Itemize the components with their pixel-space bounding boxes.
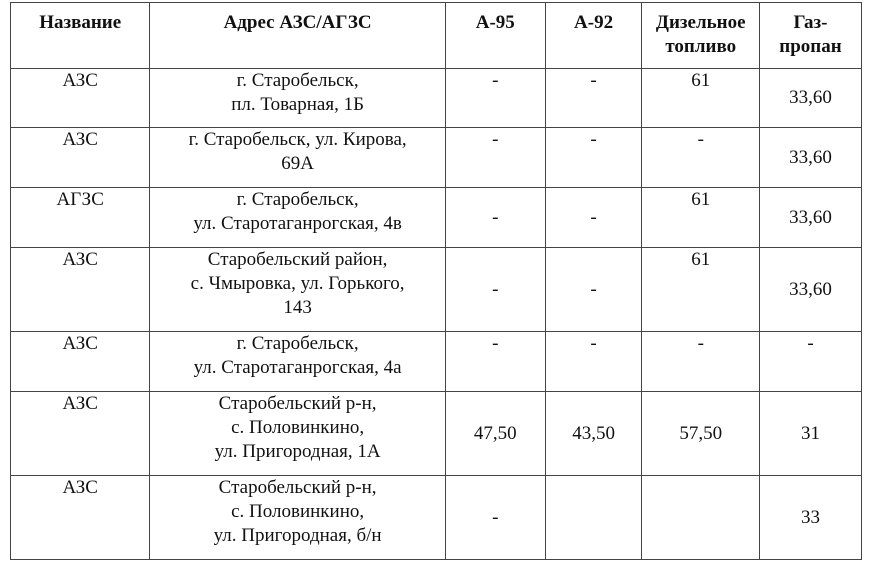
address-line: ул. Пригородная, 1А	[214, 441, 381, 462]
header-a95: А-95	[445, 3, 545, 69]
address-line: г. Старобельск,	[236, 189, 359, 210]
price-gas: 33,60	[760, 69, 862, 128]
address-line: Старобельский район,	[207, 249, 388, 270]
station-address	[150, 188, 445, 248]
table-row	[11, 128, 862, 188]
price-diesel: 57,50	[642, 392, 760, 476]
price-a95: -	[445, 332, 545, 392]
price-a92: -	[545, 128, 642, 188]
address-line: Старобельский р-н,	[218, 477, 377, 498]
station-address	[150, 128, 445, 188]
address-line: Старобельский р-н,	[218, 393, 377, 414]
station-name: АГЗС	[11, 188, 150, 248]
table-row	[11, 476, 862, 560]
price-a95: -	[445, 248, 545, 332]
price-a92: -	[545, 188, 642, 248]
station-address	[150, 392, 445, 476]
price-a92: -	[545, 69, 642, 128]
price-a95: -	[445, 188, 545, 248]
header-gas	[760, 3, 862, 69]
address-line: ул. Старотаганрогская, 4а	[193, 357, 402, 378]
address-line: г. Старобельск,	[236, 333, 359, 354]
table-row	[11, 392, 862, 476]
table-row	[11, 332, 862, 392]
station-name: АЗС	[11, 332, 150, 392]
header-address: Адрес АЗС/АГЗС	[150, 3, 445, 69]
address-line: г. Старобельск,	[236, 70, 359, 91]
price-gas: 33,60	[760, 188, 862, 248]
table-row	[11, 69, 862, 128]
station-name: АЗС	[11, 392, 150, 476]
station-address	[150, 69, 445, 128]
station-address	[150, 332, 445, 392]
address-line: с. Половинкино,	[231, 501, 365, 522]
station-name: АЗС	[11, 69, 150, 128]
price-diesel: -	[642, 128, 760, 188]
price-a95: -	[445, 476, 545, 560]
address-line: г. Старобельск, ул. Кирова,	[188, 129, 407, 150]
address-line: пл. Товарная, 1Б	[231, 94, 364, 115]
price-a95: -	[445, 128, 545, 188]
price-a95: 47,50	[445, 392, 545, 476]
address-line: с. Половинкино,	[231, 417, 365, 438]
header-diesel-line-2: топливо	[665, 36, 737, 57]
address-line: ул. Пригородная, б/н	[213, 525, 382, 546]
address-line: ул. Старотаганрогская, 4в	[193, 213, 402, 234]
header-gas-line-1: Газ-	[793, 12, 828, 33]
fuel-price-table	[10, 2, 862, 560]
station-name: АЗС	[11, 476, 150, 560]
address-line: 69А	[281, 153, 314, 174]
price-a95: -	[445, 69, 545, 128]
station-address	[150, 248, 445, 332]
price-a92	[545, 476, 642, 560]
header-name: Название	[11, 3, 150, 69]
header-diesel-line-1: Дизельное	[655, 12, 746, 33]
price-gas: 31	[760, 392, 862, 476]
address-line: 143	[283, 297, 312, 318]
header-a92: А-92	[545, 3, 642, 69]
header-row	[11, 3, 862, 69]
header-diesel	[642, 3, 760, 69]
address-line: с. Чмыровка, ул. Горького,	[190, 273, 405, 294]
price-a92: -	[545, 332, 642, 392]
table-row	[11, 248, 862, 332]
price-gas: 33,60	[760, 248, 862, 332]
price-gas: 33,60	[760, 128, 862, 188]
station-name: АЗС	[11, 128, 150, 188]
price-gas: 33	[760, 476, 862, 560]
price-diesel: -	[642, 332, 760, 392]
price-a92: -	[545, 248, 642, 332]
price-diesel: 61	[642, 69, 760, 128]
price-diesel	[642, 476, 760, 560]
price-diesel: 61	[642, 248, 760, 332]
station-name: АЗС	[11, 248, 150, 332]
price-diesel: 61	[642, 188, 760, 248]
price-a92: 43,50	[545, 392, 642, 476]
station-address	[150, 476, 445, 560]
header-gas-line-2: пропан	[779, 36, 842, 57]
table-row	[11, 188, 862, 248]
price-gas: -	[760, 332, 862, 392]
